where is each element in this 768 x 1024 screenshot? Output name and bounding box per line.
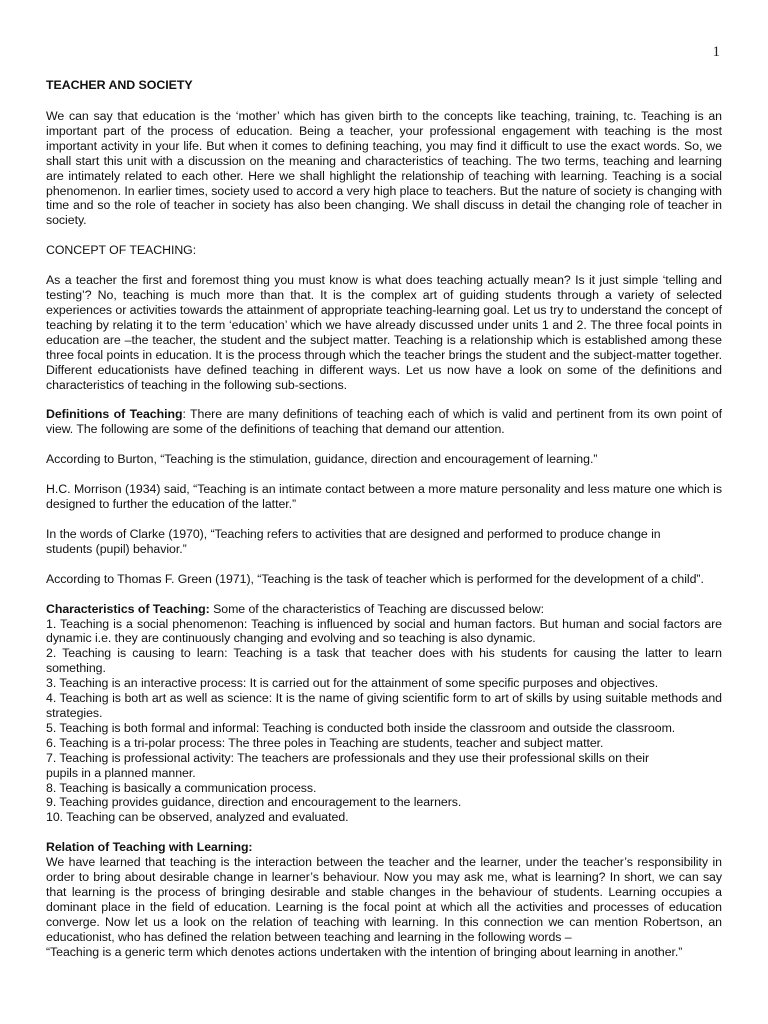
clarke-quote <box>46 527 722 557</box>
list-item: 1. Teaching is a social phenomenon: Teaching is influenced by social and human factors. But human and social factors are dynamic i.e. they are continuously changing and evolving and so teaching is also dynamic. <box>46 616 722 646</box>
relation-heading: Relation of Teaching with Learning: <box>46 840 253 855</box>
characteristics-heading-line <box>46 602 722 617</box>
list-item: 2. Teaching is causing to learn: Teaching is a task that teacher does with his students for causing the latter to learn something. <box>46 646 722 676</box>
definitions-text: : There are many definitions of teaching each of which is valid and pertinent from its own point of view. The following are some of the definitions of teaching that demand our attention. <box>46 407 722 437</box>
concept-heading: CONCEPT OF TEACHING: <box>46 243 197 258</box>
document-title: TEACHER AND SOCIETY <box>46 78 193 92</box>
list-item: 8. Teaching is basically a communication process. <box>46 780 317 795</box>
characteristics-list <box>46 617 722 826</box>
characteristics-label: Characteristics of Teaching: <box>46 601 210 616</box>
clarke-quote-line-2: students (pupil) behavior.” <box>46 541 187 556</box>
burton-quote: According to Burton, “Teaching is the stimulation, guidance, direction and encouragement of learning.” <box>46 452 598 467</box>
concept-paragraph: As a teacher the first and foremost thing you must know is what does teaching actually mean? Is it just simple ‘telling and testing’? No, teaching is much more than that. It is the complex art of guiding students through a variety of selected experiences or activities towards the attainment of appropriate teaching-learning goal. Let us try to understand the concept of teaching by relating it to the term ‘education’ which we have already discussed under units 1 and 2. The three focal points in education are –the teacher, the student and the subject matter. Teaching is a relationship which is established among these three focal points in education. It is the process through which the teacher brings the student and the subject-matter together. Different educationists have defined teaching in different ways. Let us now have a look on some of the definitions and characteristics of teaching in the following sub-sections. <box>46 273 722 392</box>
list-item: 9. Teaching provides guidance, direction and encouragement to the learners. <box>46 795 462 810</box>
page-number: 1 <box>712 44 720 60</box>
definitions-paragraph <box>46 407 722 437</box>
list-item: 5. Teaching is both formal and informal: Teaching is conducted both inside the classroom and outside the classroom. <box>46 720 676 735</box>
clarke-quote-line-1: In the words of Clarke (1970), “Teaching refers to activities that are designed and performed to produce change in <box>46 526 661 541</box>
characteristics-intro: Some of the characteristics of Teaching are discussed below: <box>209 601 544 616</box>
list-item: 7. Teaching is professional activity: The teachers are professionals and they use their professional skills on their <box>46 750 650 765</box>
green-quote: According to Thomas F. Green (1971), “Teaching is the task of teacher which is performed for the development of a child”. <box>46 571 704 586</box>
list-item: 3. Teaching is an interactive process: It is carried out for the attainment of some specific purposes and objectives. <box>46 676 659 691</box>
list-item: 4. Teaching is both art as well as science: It is the name of giving scientific form to art of skills by using suitable methods and strategies. <box>46 691 722 720</box>
document-body <box>46 78 722 960</box>
definitions-label: Definitions of Teaching <box>46 407 183 422</box>
list-item: 10. Teaching can be observed, analyzed and evaluated. <box>46 810 349 825</box>
morrison-quote: H.C. Morrison (1934) said, “Teaching is an intimate contact between a more mature personality and less mature one which is designed to further the education of the latter.” <box>46 482 722 512</box>
relation-paragraph: We have learned that teaching is the interaction between the teacher and the learner, under the teacher’s responsibility in order to bring about desirable change in learner’s behaviour. Now you may ask me, what is learning? In short, we can say that learning is the process of bringing desirable and stable changes in the behaviour of students. Learning occupies a dominant place in the field of education. Learning is the focal point at which all the activities and processes of education converge. Now let us a look on the relation of teaching with learning. In this connection we can mention Robertson, an educationist, who has defined the relation between teaching and learning in the following words – <box>46 855 722 944</box>
list-item: 6. Teaching is a tri-polar process: The three poles in Teaching are students, teacher and subject matter. <box>46 735 604 750</box>
robertson-quote: “Teaching is a generic term which denotes actions undertaken with the intention of bringing about learning in another.” <box>46 944 683 959</box>
intro-paragraph: We can say that education is the ‘mother’ which has given birth to the concepts like teaching, training, tc. Teaching is an important part of the process of education. Being a teacher, your professional engagement with teaching is the most important activity in your life. But when it comes to defining teaching, you may find it difficult to use the exact words. So, we shall start this unit with a discussion on the meaning and characteristics of teaching. The two terms, teaching and learning are intimately related to each other. Here we shall highlight the relationship of teaching with learning. Teaching is a social phenomenon. In earlier times, society used to accord a very high place to teachers. But the nature of society is changing with time and so the role of teacher in society has also been changing. We shall discuss in detail the changing role of teacher in society. <box>46 109 722 228</box>
list-item: pupils in a planned manner. <box>46 765 196 780</box>
